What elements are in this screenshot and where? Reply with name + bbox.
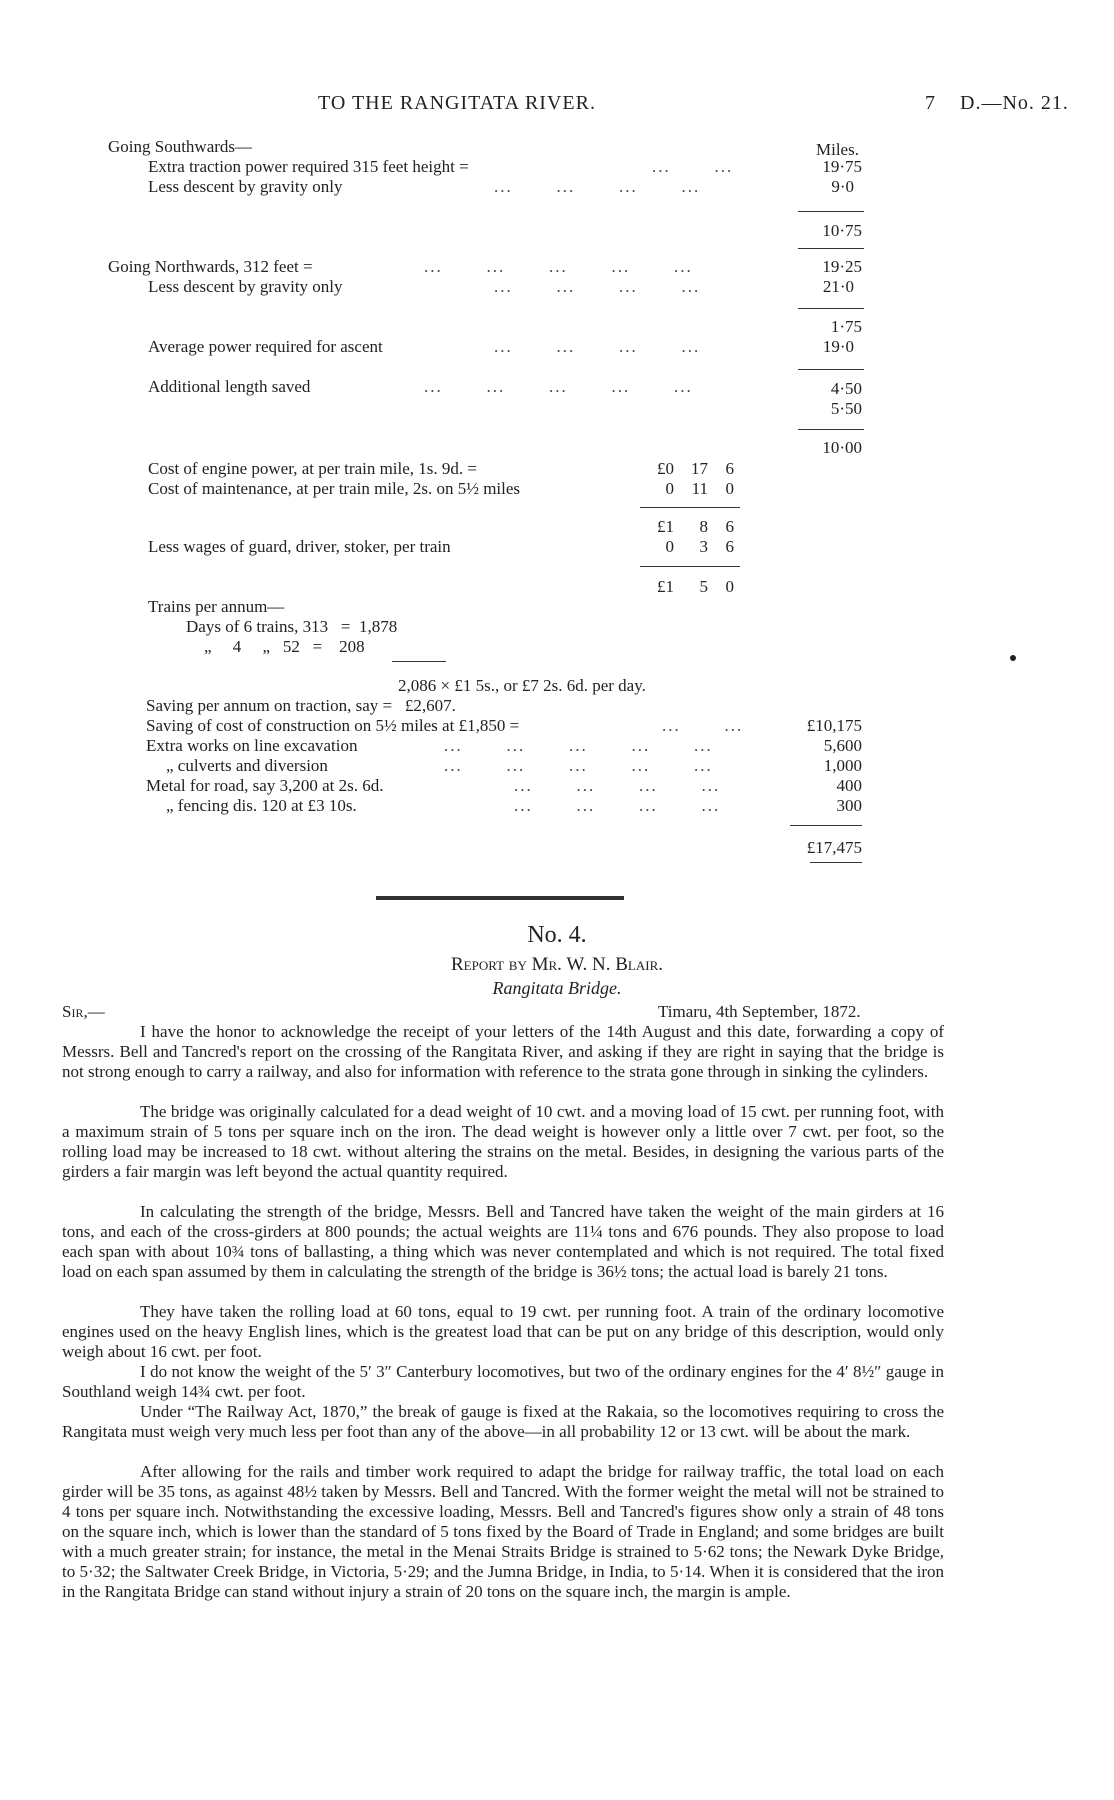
north-less-value: 21·0	[822, 277, 854, 296]
maintenance-cost-shillings: 11	[691, 479, 708, 498]
maintenance-cost-pence: 0	[725, 479, 734, 498]
additional-length-value: 4·50	[830, 379, 862, 398]
trains-row-2: „ 4 „ 52 = 208	[204, 637, 365, 656]
average-label: Average power required for ascent	[148, 337, 383, 356]
report-title: Report by Mr. W. N. Blair.	[450, 954, 663, 975]
trains-calculation: 2,086 × £1 5s., or £7 2s. 6d. per day.	[398, 676, 646, 695]
sum-rule	[640, 507, 740, 508]
maintenance-cost-pounds: 0	[665, 479, 674, 498]
maintenance-cost-label: Cost of maintenance, at per train mile, 2s. on 5½ miles	[148, 479, 521, 498]
saving-row-label: „ culverts and diversion	[166, 756, 328, 775]
leader-dots: ... ... ... ... ...	[444, 756, 713, 775]
trains-row-1: Days of 6 trains, 313 = 1,878	[186, 617, 398, 636]
cost-subtotal-pounds: £1	[657, 517, 674, 536]
south-title: Going Southwards—	[108, 137, 253, 156]
section-separator	[376, 896, 624, 900]
north-result: 1·75	[830, 317, 862, 336]
leader-dots: ... ... ... ... ...	[424, 257, 693, 276]
miles-total: 10·00	[822, 438, 862, 457]
south-less-label: Less descent by gravity only	[148, 177, 343, 196]
saving-row-label: Metal for road, say 3,200 at 2s. 6d.	[146, 776, 384, 795]
saving-row-value: 400	[836, 776, 862, 795]
south-less-value: 9·0	[831, 177, 854, 196]
sum-rule	[790, 825, 862, 826]
leader-dots: ... ... ... ...	[494, 337, 701, 356]
engine-cost-label: Cost of engine power, at per train mile, 1s. 9d. =	[148, 459, 478, 478]
paragraph: I have the honor to acknowledge the receipt of your letters of the 14th August and this date, forwarding a copy of Messrs. Bell and Tancred's report on the crossing of the Rangitata River, and asking if they are right in saying that the bridge is not strong enough to carry a railway, and also for information with reference to the strata gone through in sinking the cylinders.	[62, 1022, 944, 1081]
trains-title: Trains per annum—	[148, 597, 285, 616]
paragraph: In calculating the strength of the bridge, Messrs. Bell and Tancred have taken the weight of the main girders at 16 tons, and each of the cross-girders at 800 pounds; the actual weights are 11¼ tons and 676 pounds. They also propose to load each span with about 10¾ tons of ballasting, a thing which was never contemplated and which is not required. The total fixed load on each span assumed by them in calculating the strength of the bridge is 36½ tons; the actual load is barely 21 tons.	[62, 1202, 944, 1281]
leader-dots: ... ... ... ... ...	[444, 736, 713, 755]
north-title: Going Northwards, 312 feet =	[108, 257, 313, 276]
sum-rule	[392, 661, 446, 662]
south-result: 10·75	[822, 221, 862, 240]
leader-dots: ... ... ... ...	[514, 796, 721, 815]
sum-rule	[640, 566, 740, 567]
paragraph: After allowing for the rails and timber work required to adapt the bridge for railway traffic, the total load on each girder will be 35 tons, as against 48½ taken by Messrs. Bell and Tancred. With the former weight the metal will not be strained to 4 tons per square inch. Notwithstanding the excessive loading, Messrs. Bell and Tancred's figures show only a strain of 48 tons on the square inch, which is lower than the standard of 5 tons fixed by the Board of Trade in England; and some bridges are built with a much greater strain; for instance, the metal in the Menai Straits Bridge is strained to 5·62 tons; the Newark Dyke Bridge, to 5·32; the Saltwater Creek Bridge, in Victoria, 5·29; and the Jumna Bridge, in India, to 5·14. When it is considered that the iron in the Rangitata Bridge can stand without injury a strain of 20 tons on the square inch, the margin is ample.	[62, 1462, 944, 1601]
wages-label: Less wages of guard, driver, stoker, per train	[148, 537, 451, 556]
saving-row-value: 5,600	[823, 736, 862, 755]
north-title-value: 19·25	[822, 257, 862, 276]
sum-rule	[798, 211, 864, 212]
net-cost-shillings: 5	[699, 577, 708, 596]
running-title: TO THE RANGITATA RIVER.	[318, 92, 596, 114]
north-less-label: Less descent by gravity only	[148, 277, 343, 296]
leader-dots: ... ... ... ...	[494, 177, 701, 196]
leader-dots: ... ... ... ... ...	[424, 377, 693, 396]
south-extra-value: 19·75	[822, 157, 862, 176]
saving-row-label: Extra works on line excavation	[146, 736, 358, 755]
saving-total: £17,475	[806, 838, 862, 857]
sum-rule	[798, 429, 864, 430]
saving-row-value: £10,175	[806, 716, 862, 735]
wages-shillings: 3	[699, 537, 708, 556]
leader-dots: ... ...	[652, 157, 734, 176]
additional-length-label: Additional length saved	[148, 377, 311, 396]
saving-row-value: 300	[836, 796, 862, 815]
cost-subtotal-pence: 6	[725, 517, 734, 536]
paragraph: The bridge was originally calculated for a dead weight of 10 cwt. and a moving load of 15 cwt. per running foot, with a maximum strain of 5 tons per square inch on the iron. The dead weight is however only a little over 7 cwt. per foot, so the rolling load may be increased to 18 cwt. without altering the strains on the metal. Besides, in designing the various parts of the girders a fair margin was left beyond the actual quantity required.	[62, 1102, 944, 1181]
net-cost-pence: 0	[725, 577, 734, 596]
traction-saving: Saving per annum on traction, say = £2,607.	[146, 696, 456, 715]
additional-length-value-2: 5·50	[830, 399, 862, 418]
wages-pounds: 0	[665, 537, 674, 556]
paragraph: I do not know the weight of the 5′ 3″ Canterbury locomotives, but two of the ordinary engines for the 4′ 8½″ gauge in Southland weigh 14¾ cwt. per foot.	[62, 1362, 944, 1401]
engine-cost-pence: 6	[725, 459, 734, 478]
sum-rule	[810, 862, 862, 863]
document-reference: D.—No. 21.	[960, 92, 1069, 114]
report-subtitle: Rangitata Bridge.	[492, 978, 622, 998]
page-number: 7	[925, 92, 936, 114]
sum-rule	[798, 308, 864, 309]
leader-dots: ... ... ... ...	[494, 277, 701, 296]
leader-dots: ... ...	[662, 716, 744, 735]
letter-date: Timaru, 4th September, 1872.	[658, 1002, 861, 1021]
average-value: 19·0	[822, 337, 854, 356]
engine-cost-shillings: 17	[691, 459, 708, 478]
saving-row-label: Saving of cost of construction on 5½ miles at £1,850 =	[146, 716, 520, 735]
engine-cost-pounds: £0	[657, 459, 674, 478]
leader-dots: ... ... ... ...	[514, 776, 721, 795]
salutation: Sir,—	[62, 1002, 105, 1021]
miles-header: Miles.	[816, 140, 859, 159]
ink-dot	[1010, 655, 1016, 661]
wages-pence: 6	[725, 537, 734, 556]
sum-rule	[798, 369, 864, 370]
saving-row-label: „ fencing dis. 120 at £3 10s.	[166, 796, 357, 815]
sum-rule	[798, 248, 864, 249]
south-extra-label: Extra traction power required 315 feet height =	[148, 157, 469, 176]
saving-row-value: 1,000	[823, 756, 862, 775]
paragraph: Under “The Railway Act, 1870,” the break of gauge is fixed at the Rakaia, so the locomotives requiring to cross the Rangitata must weigh very much less per foot than any of the above—in all probability 12 or 13 cwt. will be about the mark.	[62, 1402, 944, 1441]
report-number: No. 4.	[527, 922, 587, 948]
paragraph: They have taken the rolling load at 60 tons, equal to 19 cwt. per running foot. A train of the ordinary locomotive engines used on the heavy English lines, which is the greatest load that can be put on any bridge of this description, would only weigh about 16 cwt. per foot.	[62, 1302, 944, 1361]
net-cost-pounds: £1	[657, 577, 674, 596]
cost-subtotal-shillings: 8	[699, 517, 708, 536]
